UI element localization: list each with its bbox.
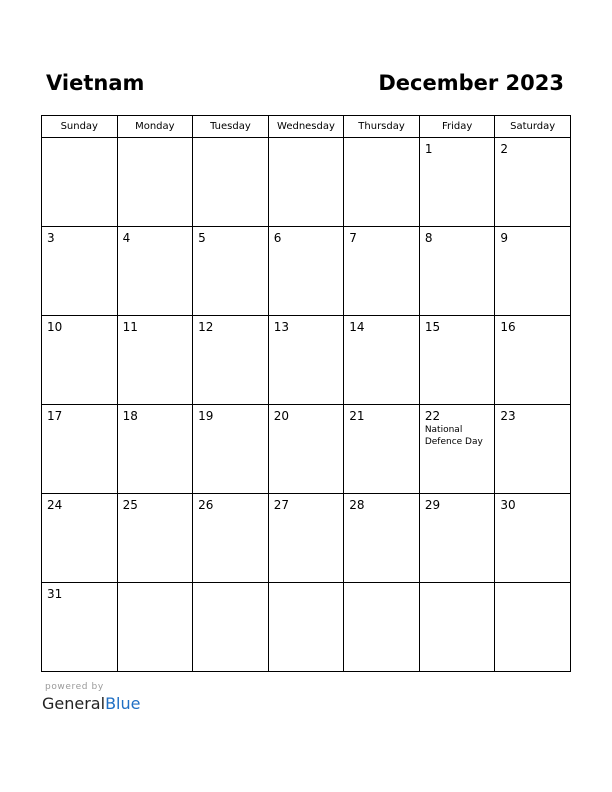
day-cell	[193, 405, 269, 494]
day-number: 26	[198, 498, 214, 512]
country-title: Vietnam	[46, 71, 145, 95]
holiday-label: National Defence Day	[424, 425, 483, 447]
day-cell	[495, 494, 571, 583]
day-cell	[42, 316, 118, 405]
day-number: 7	[349, 231, 357, 245]
day-cell	[117, 405, 193, 494]
day-cell	[419, 316, 495, 405]
day-cell	[193, 227, 269, 316]
day-number	[118, 138, 193, 142]
day-number: 1	[424, 142, 433, 156]
week-row	[42, 405, 571, 494]
week-row	[42, 227, 571, 316]
week-row	[42, 494, 571, 583]
day-cell	[42, 227, 118, 316]
day-number: 24	[47, 498, 63, 512]
generalblue-logo-link[interactable]	[42, 694, 140, 714]
day-cell	[419, 494, 495, 583]
day-number: 2	[500, 142, 509, 156]
day-number	[495, 583, 570, 587]
weekday-header-thursday: Thursday	[344, 116, 420, 138]
weekday-header-saturday: Saturday	[495, 116, 571, 138]
day-cell	[268, 138, 344, 227]
day-number: 8	[424, 231, 433, 245]
day-number	[344, 138, 419, 142]
day-number: 21	[349, 409, 365, 423]
weekday-header-sunday: Sunday	[42, 116, 118, 138]
day-number	[42, 138, 117, 142]
day-cell	[344, 316, 420, 405]
day-number: 30	[500, 498, 516, 512]
day-number: 13	[273, 320, 289, 334]
day-number: 14	[349, 320, 365, 334]
day-number: 19	[198, 409, 214, 423]
day-number: 9	[500, 231, 509, 245]
day-cell	[117, 583, 193, 672]
day-number: 10	[47, 320, 63, 334]
weekday-header-row	[42, 116, 571, 138]
day-cell	[42, 405, 118, 494]
day-cell	[193, 138, 269, 227]
day-cell	[268, 583, 344, 672]
day-cell	[268, 316, 344, 405]
day-cell	[193, 316, 269, 405]
day-cell	[495, 583, 571, 672]
day-number	[118, 583, 193, 587]
day-cell	[344, 227, 420, 316]
day-number: 3	[47, 231, 55, 245]
day-number	[193, 138, 268, 142]
day-number: 22	[424, 409, 441, 423]
day-cell	[117, 316, 193, 405]
day-number: 5	[198, 231, 206, 245]
day-number: 23	[500, 409, 516, 423]
day-cell	[117, 494, 193, 583]
brand-blue-text: Blue	[105, 694, 141, 713]
day-cell	[42, 494, 118, 583]
day-number: 25	[122, 498, 138, 512]
day-cell	[495, 138, 571, 227]
day-number: 4	[122, 231, 131, 245]
weekday-header-wednesday: Wednesday	[268, 116, 344, 138]
day-cell	[42, 138, 118, 227]
day-cell	[42, 583, 118, 672]
day-cell-holiday	[419, 405, 495, 494]
day-cell	[268, 227, 344, 316]
day-number: 29	[424, 498, 441, 512]
day-number: 31	[47, 587, 63, 601]
day-number	[193, 583, 268, 587]
month-year-title: December 2023	[378, 71, 564, 95]
week-row	[42, 138, 571, 227]
day-number	[269, 583, 344, 587]
day-number: 11	[122, 320, 138, 334]
day-cell	[344, 405, 420, 494]
day-cell	[344, 494, 420, 583]
day-number: 27	[273, 498, 289, 512]
day-number: 17	[47, 409, 63, 423]
day-number: 16	[500, 320, 516, 334]
day-cell	[495, 227, 571, 316]
day-cell	[268, 405, 344, 494]
calendar-grid	[41, 115, 571, 672]
day-number: 18	[122, 409, 138, 423]
day-cell	[193, 583, 269, 672]
brand-general-text: General	[42, 694, 106, 713]
day-number	[269, 138, 344, 142]
day-cell	[419, 138, 495, 227]
day-number	[344, 583, 419, 587]
weekday-header-tuesday: Tuesday	[193, 116, 269, 138]
day-cell	[268, 494, 344, 583]
day-cell	[419, 227, 495, 316]
day-number: 20	[273, 409, 289, 423]
day-number	[420, 583, 495, 587]
day-cell	[193, 494, 269, 583]
day-number: 6	[273, 231, 282, 245]
day-cell	[117, 138, 193, 227]
day-cell	[117, 227, 193, 316]
day-cell	[344, 583, 420, 672]
weekday-header-monday: Monday	[117, 116, 193, 138]
day-cell	[495, 405, 571, 494]
day-number: 28	[349, 498, 365, 512]
powered-by-text: powered by	[45, 682, 104, 692]
day-number: 12	[198, 320, 214, 334]
weekday-header-friday: Friday	[419, 116, 495, 138]
day-cell	[344, 138, 420, 227]
week-row	[42, 316, 571, 405]
day-number: 15	[424, 320, 441, 334]
day-cell	[495, 316, 571, 405]
day-cell	[419, 583, 495, 672]
week-row	[42, 583, 571, 672]
